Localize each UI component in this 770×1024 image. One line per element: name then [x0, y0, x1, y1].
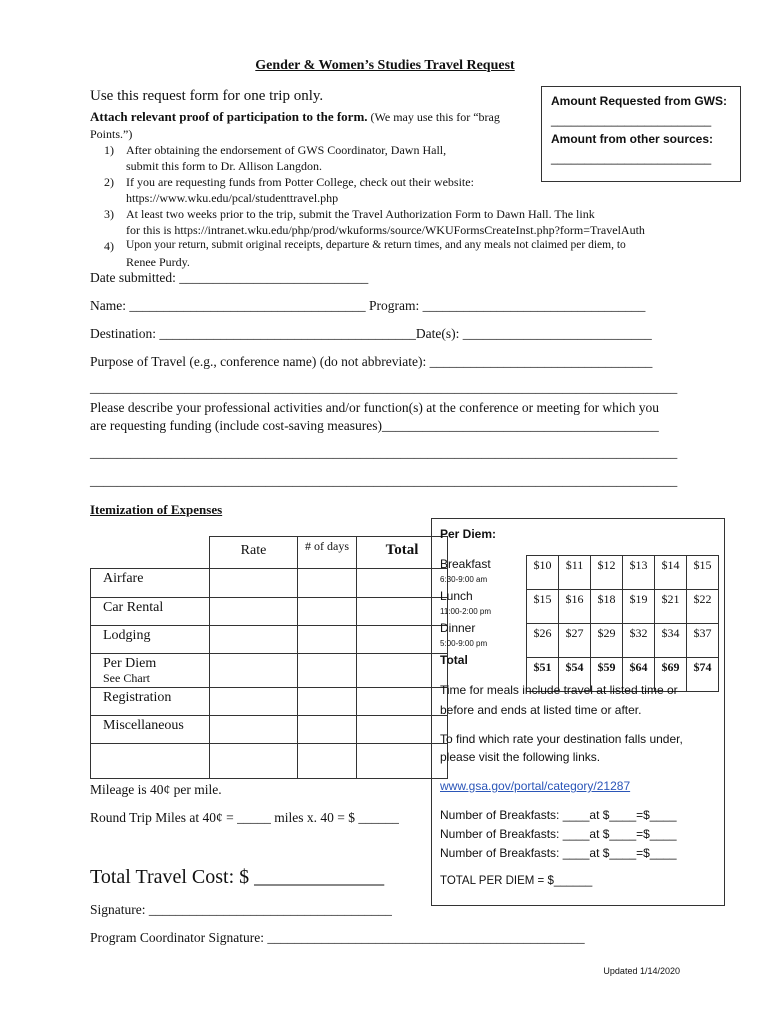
breakfast-label: Breakfast [440, 557, 491, 571]
attach-bold: Attach relevant proof of participation to the form. [90, 109, 368, 124]
rate-cell: $22 [687, 590, 719, 624]
lodging-days-cell[interactable] [298, 626, 357, 654]
table-row [91, 688, 448, 716]
describe-line2[interactable]: are requesting funding (include cost-saving measures)_________________________________________ [90, 418, 659, 433]
rate-cell: $15 [687, 556, 719, 590]
meal-time-note-2: before and ends at listed time or after. [440, 703, 642, 717]
step-2-num: 2) [104, 175, 114, 189]
table-row [91, 716, 448, 744]
misc-rate-cell[interactable] [210, 716, 298, 744]
coordinator-signature-field[interactable]: Program Coordinator Signature: _______________________________________________ [90, 930, 585, 945]
step-4-line1: Upon your return, submit original receipts, departure & return times, and any meals not claimed per diem, to [126, 239, 626, 251]
registration-rate-cell[interactable] [210, 688, 298, 716]
expenses-table [90, 536, 448, 779]
itemization-heading: Itemization of Expenses [90, 502, 223, 517]
attach-rest: (We may use this for “brag [367, 110, 500, 124]
destination-dates-field[interactable]: Destination: ______________________________________Date(s): ____________________________ [90, 326, 652, 341]
amount-requested-label: Amount Requested from GWS: [551, 94, 727, 108]
rate-header: Rate [210, 537, 298, 569]
per-diem-total-label: Total [440, 653, 468, 667]
row-label-lodging: Lodging [91, 626, 210, 654]
step-1-num: 1) [104, 143, 114, 157]
row-label-airfare: Airfare [91, 569, 210, 598]
per-diem-rates-table [526, 555, 719, 692]
total-per-diem-field[interactable]: TOTAL PER DIEM = $______ [440, 875, 593, 887]
step-1-line1: After obtaining the endorsement of GWS Coordinator, Dawn Hall, [126, 143, 447, 157]
page-title: Gender & Women’s Studies Travel Request [255, 58, 515, 73]
expenses-corner [91, 537, 210, 569]
amount-other-label: Amount from other sources: [551, 132, 714, 146]
describe-line1: Please describe your professional activities and/or function(s) at the conference or meeting for which you [90, 400, 660, 415]
name-program-field[interactable]: Name: ___________________________________ Program: _________________________________ [90, 298, 646, 313]
total-header: Total [357, 537, 448, 569]
rate-total-cell: $69 [655, 658, 687, 692]
rate-cell: $12 [591, 556, 623, 590]
rate-cell: $10 [527, 556, 559, 590]
per-diem-days-cell[interactable] [298, 654, 357, 688]
step-3-line2: for this is https://intranet.wku.edu/php/prod/wkuforms/source/WKUFormsCreateInst.php?form=TravelAuth [126, 223, 645, 237]
days-header: # of days [298, 537, 357, 569]
rate-cell: $15 [527, 590, 559, 624]
step-4-line2: Renee Purdy. [126, 255, 190, 269]
date-submitted-field[interactable]: Date submitted: ____________________________ [90, 270, 369, 285]
gsa-link[interactable]: www.gsa.gov/portal/category/21287 [440, 779, 631, 793]
step-1-line2: submit this form to Dr. Allison Langdon. [126, 159, 323, 173]
table-row [91, 569, 448, 598]
row-label-registration: Registration [91, 688, 210, 716]
rate-cell: $13 [623, 556, 655, 590]
meal-time-note-1: Time for meals include travel at listed time or [440, 683, 678, 697]
round-trip-miles-field[interactable]: Round Trip Miles at 40¢ = _____ miles x. 40 = $ ______ [90, 810, 399, 825]
per-diem-title: Per Diem: [440, 527, 497, 541]
purpose-field[interactable]: Purpose of Travel (e.g., conference name) (do not abbreviate): _________________________________ [90, 354, 653, 369]
rate-cell: $19 [623, 590, 655, 624]
step-3-line1: At least two weeks prior to the trip, submit the Travel Authorization Form to Dawn Hall. The link [126, 207, 595, 221]
describe-blank-1[interactable]: _______________________________________________________________________________________ [90, 445, 678, 460]
dinner-time: 5:00-9:00 pm [440, 639, 488, 648]
attach-line2: Points.”) [90, 127, 133, 141]
table-row [527, 590, 719, 624]
amount-requested-field[interactable]: ________________________ [551, 113, 712, 127]
rate-cell: $37 [687, 624, 719, 658]
rate-total-cell: $54 [559, 658, 591, 692]
signature-field[interactable]: Signature: ____________________________________ [90, 902, 392, 917]
row-label-miscellaneous: Miscellaneous [91, 716, 210, 744]
car-rental-rate-cell[interactable] [210, 598, 298, 626]
updated-date: Updated 1/14/2020 [603, 966, 680, 976]
dinner-label: Dinner [440, 621, 476, 635]
table-row [91, 744, 448, 779]
table-row [91, 654, 448, 688]
see-chart-note: See Chart [103, 671, 150, 685]
amounts-box [541, 86, 741, 182]
step-3-num: 3) [104, 207, 114, 221]
mileage-rate-text: Mileage is 40¢ per mile. [90, 782, 222, 797]
table-row [91, 626, 448, 654]
purpose-continuation-line[interactable]: _______________________________________________________________________________________ [90, 380, 678, 395]
breakfast-count-field-3[interactable]: Number of Breakfasts: ____at $____=$____ [440, 846, 677, 860]
rate-cell: $27 [559, 624, 591, 658]
rate-total-cell: $59 [591, 658, 623, 692]
breakfast-time: 6:30-9:00 am [440, 575, 488, 584]
attach-note [90, 109, 500, 125]
rate-lookup-note-2: please visit the following links. [440, 750, 601, 764]
rate-total-cell: $74 [687, 658, 719, 692]
rate-cell: $34 [655, 624, 687, 658]
rate-cell: $16 [559, 590, 591, 624]
describe-blank-2[interactable]: _______________________________________________________________________________________ [90, 473, 678, 488]
step-2-line1: If you are requesting funds from Potter College, check out their website: [126, 175, 474, 189]
table-row [527, 556, 719, 590]
total-travel-cost-field[interactable]: Total Travel Cost: $ _____________ [90, 866, 385, 888]
car-rental-days-cell[interactable] [298, 598, 357, 626]
breakfast-count-field-2[interactable]: Number of Breakfasts: ____at $____=$____ [440, 827, 677, 841]
rate-cell: $14 [655, 556, 687, 590]
intro-line: Use this request form for one trip only. [90, 88, 324, 104]
rate-cell: $29 [591, 624, 623, 658]
rate-cell: $18 [591, 590, 623, 624]
airfare-days-cell[interactable] [298, 569, 357, 598]
rate-cell: $32 [623, 624, 655, 658]
row-label-per-diem: Per Diem See Chart [91, 654, 210, 688]
amount-other-field[interactable]: ________________________ [551, 151, 712, 165]
per-diem-box [431, 518, 725, 906]
table-row [527, 624, 719, 658]
row-label-car-rental: Car Rental [91, 598, 210, 626]
breakfast-count-field-1[interactable]: Number of Breakfasts: ____at $____=$____ [440, 808, 677, 822]
airfare-rate-cell[interactable] [210, 569, 298, 598]
row-label-blank [91, 744, 210, 779]
blank-days-cell[interactable] [298, 744, 357, 779]
rate-total-cell: $51 [527, 658, 559, 692]
rate-total-cell: $64 [623, 658, 655, 692]
lodging-rate-cell[interactable] [210, 626, 298, 654]
rate-cell: $21 [655, 590, 687, 624]
blank-rate-cell[interactable] [210, 744, 298, 779]
misc-days-cell[interactable] [298, 716, 357, 744]
rate-cell: $11 [559, 556, 591, 590]
lunch-label: Lunch [440, 589, 473, 603]
per-diem-rate-cell[interactable] [210, 654, 298, 688]
lunch-time: 11:00-2:00 pm [440, 607, 491, 616]
rate-lookup-note-1: To find which rate your destination falls under, [440, 732, 683, 746]
table-row [91, 598, 448, 626]
rate-cell: $26 [527, 624, 559, 658]
step-4-num: 4) [104, 239, 114, 253]
step-2-line2: https://www.wku.edu/pcal/studenttravel.php [126, 191, 339, 205]
registration-days-cell[interactable] [298, 688, 357, 716]
